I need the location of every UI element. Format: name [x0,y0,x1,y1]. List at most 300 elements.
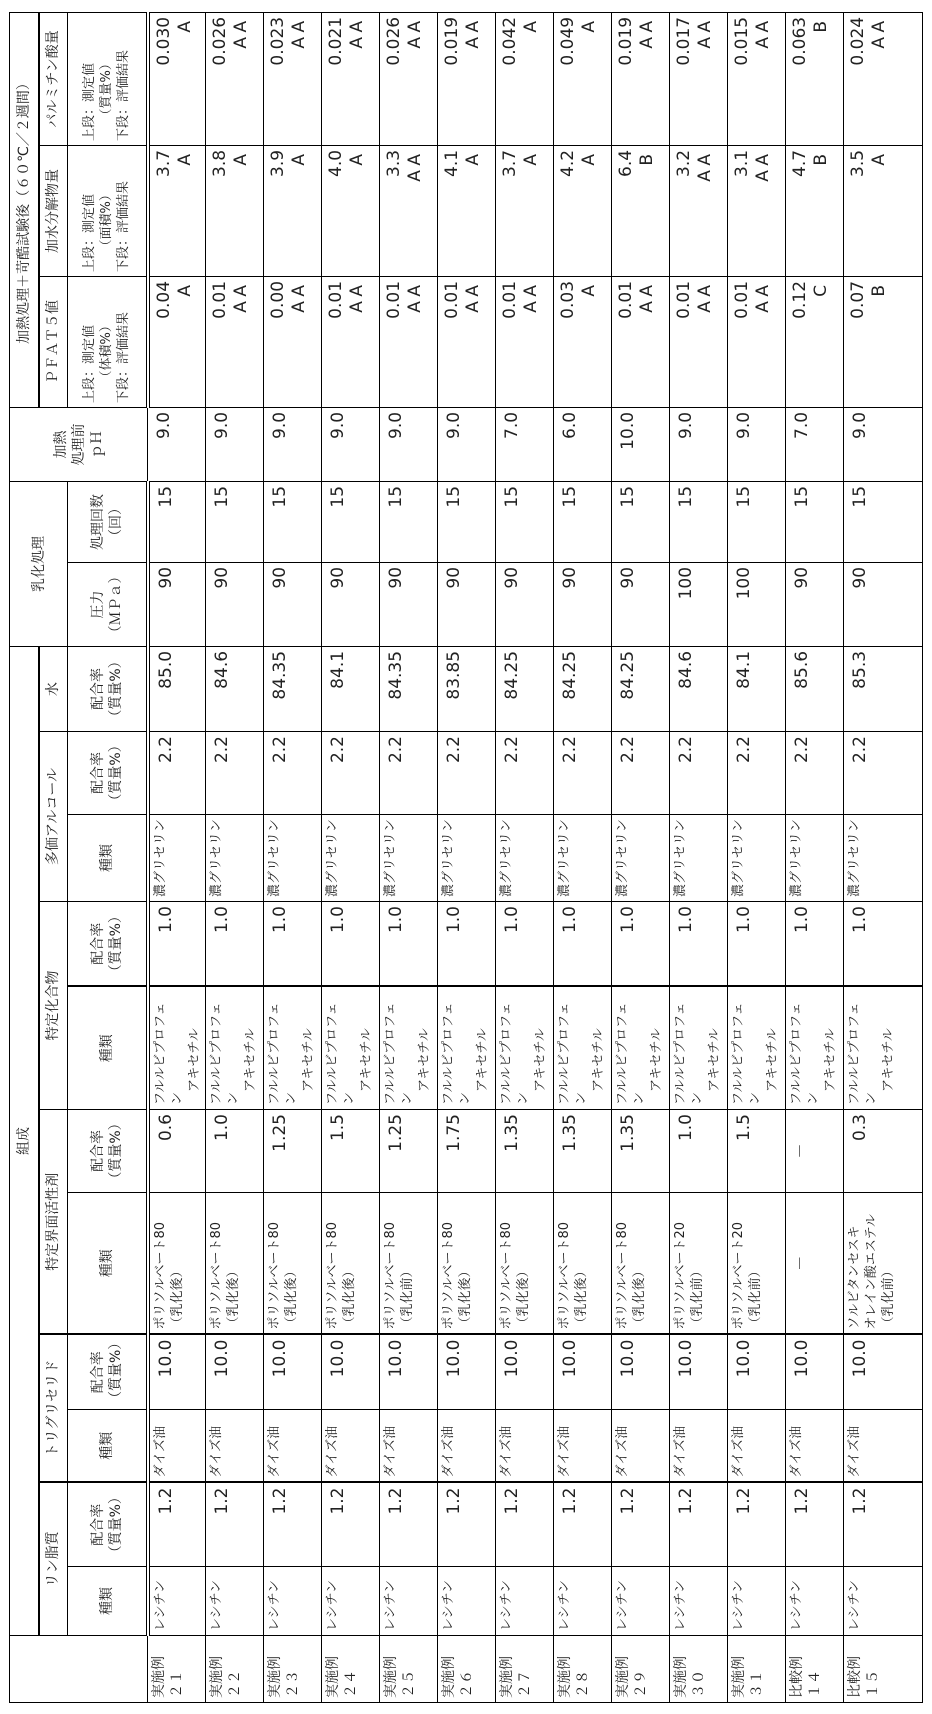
cell-pfat5 [844,276,923,407]
pfat5-header: ＰＦＡＴ５値 [39,276,68,407]
compound-rate-header: 配合率 （質量%） [68,902,148,987]
cell-passes: 15 [844,481,923,562]
hydrolysis-value: 3.2 [674,150,695,272]
table-row [380,12,438,1702]
cell-tg-rate: 10.0 [554,1335,612,1410]
cell-sf-rate: 1.25 [380,1110,438,1193]
cell-pfat5 [670,276,728,407]
palmitic-value: 0.024 [848,17,869,141]
table-row [612,12,670,1702]
pfat5-grade: AA [347,281,368,403]
cell-sf-type: ポリソルベート20 （乳化前） [670,1193,728,1335]
cell-pa-rate: 2.2 [438,732,496,815]
pfat5-value: 0.01 [442,281,463,403]
cell-pa-rate: 2.2 [786,732,844,815]
hydrolysis-grade: A [289,150,310,272]
cell-pressure: 90 [496,562,554,646]
cell-water-rate: 84.35 [380,646,438,731]
cell-tg-type: ダイズ油 [554,1410,612,1483]
cell-palmitic [148,12,206,145]
cell-cp-rate: 1.0 [786,902,844,987]
pfat5-value: 0.01 [210,281,231,403]
cell-water-rate: 84.1 [728,646,786,731]
cell-cp-type: フルルビプロフェン アキセチル [380,987,438,1110]
palmitic-value: 0.017 [674,17,695,141]
palmitic-grade: AA [289,17,310,141]
cell-pl-type: レシチン [728,1567,786,1636]
cell-pl-rate: 1.2 [496,1483,554,1567]
palmitic-grade: AA [231,17,252,141]
pfat5-grade: C [811,281,832,403]
phospholipid-header: リン脂質 [39,1483,68,1636]
cell-pl-type: レシチン [380,1567,438,1636]
cell-pa-type: 濃グリセリン [496,815,554,902]
cell-sf-type: ポリソルベート80 （乳化後） [554,1193,612,1335]
cell-label: 実施例 ２５ [380,1636,438,1703]
cell-pfat5 [264,276,322,407]
cell-pa-type: 濃グリセリン [148,815,206,902]
hydrolysis-value: 4.2 [558,150,579,272]
composition-header: 組成 [10,646,39,1635]
compound-header: 特定化合物 [39,902,68,1110]
triglyceride-type-header: 種類 [68,1410,148,1483]
cell-ph: 9.0 [728,407,786,481]
cell-pl-type: レシチン [322,1567,380,1636]
pfat5-grade: AA [463,281,484,403]
cell-palmitic [496,12,554,145]
results-table [9,12,923,1703]
cell-tg-type: ダイズ油 [670,1410,728,1483]
cell-tg-type: ダイズ油 [844,1410,923,1483]
cell-sf-rate: 1.35 [554,1110,612,1193]
cell-ph: 9.0 [670,407,728,481]
cell-pfat5 [554,276,612,407]
palmitic-grade: A [579,17,600,141]
table-body [148,12,923,1702]
cell-passes: 15 [612,481,670,562]
hydrolysis-value: 3.5 [848,150,869,272]
cell-cp-rate: 1.0 [670,902,728,987]
cell-tg-type: ダイズ油 [496,1410,554,1483]
cell-sf-type: ポリソルベート80 （乳化前） [380,1193,438,1335]
cell-label: 比較例 １５ [844,1636,923,1703]
hydrolysis-grade: B [811,150,832,272]
cell-sf-rate: 1.5 [728,1110,786,1193]
table-row [206,12,264,1702]
cell-pl-rate: 1.2 [786,1483,844,1567]
cell-pl-rate: 1.2 [206,1483,264,1567]
cell-tg-rate: 10.0 [438,1335,496,1410]
cell-ph: 9.0 [206,407,264,481]
cell-pl-rate: 1.2 [148,1483,206,1567]
cell-ph: 7.0 [786,407,844,481]
cell-sf-type: ポリソルベート80 （乳化後） [148,1193,206,1335]
surfactant-header: 特定界面活性剤 [39,1110,68,1335]
cell-tg-type: ダイズ油 [438,1410,496,1483]
cell-pa-type: 濃グリセリン [786,815,844,902]
pfat5-grade: A [175,281,196,403]
cell-hydrolysis [438,145,496,276]
cell-pa-rate: 2.2 [380,732,438,815]
cell-label: 実施例 ３１ [728,1636,786,1703]
cell-tg-type: ダイズ油 [264,1410,322,1483]
pfat5-value: 0.07 [848,281,869,403]
row-label-header [10,1636,148,1703]
cell-water-rate: 84.25 [496,646,554,731]
cell-passes: 15 [380,481,438,562]
cell-pa-type: 濃グリセリン [728,815,786,902]
palmitic-value: 0.023 [268,17,289,141]
cell-palmitic [380,12,438,145]
cell-cp-type: フルルビプロフェン アキセチル [670,987,728,1110]
cell-water-rate: 84.1 [322,646,380,731]
cell-water-rate: 84.25 [612,646,670,731]
cell-sf-type: ポリソルベート80 （乳化後） [322,1193,380,1335]
hydrolysis-grade: AA [695,150,716,272]
table-row [554,12,612,1702]
cell-pressure: 100 [670,562,728,646]
cell-pressure: 90 [554,562,612,646]
cell-label: 実施例 ２１ [148,1636,206,1703]
cell-tg-type: ダイズ油 [786,1410,844,1483]
cell-tg-type: ダイズ油 [322,1410,380,1483]
palmitic-value: 0.019 [442,17,463,141]
cell-cp-type: フルルビプロフェン アキセチル [786,987,844,1110]
cell-pressure: 90 [264,562,322,646]
hydrolysis-grade: A [175,150,196,272]
pfat5-grade: AA [637,281,658,403]
cell-ph: 9.0 [438,407,496,481]
cell-pl-rate: 1.2 [380,1483,438,1567]
palmitic-grade: AA [695,17,716,141]
cell-pa-type: 濃グリセリン [844,815,923,902]
cell-pl-type: レシチン [554,1567,612,1636]
cell-sf-rate: － [786,1110,844,1193]
palmitic-grade: A [521,17,542,141]
pfat5-value: 0.01 [616,281,637,403]
hydrolysis-value: 4.1 [442,150,463,272]
phospholipid-rate-header: 配合率 （質量%） [68,1483,148,1567]
cell-pa-type: 濃グリセリン [438,815,496,902]
cell-tg-rate: 10.0 [496,1335,554,1410]
cell-pressure: 90 [612,562,670,646]
cell-cp-rate: 1.0 [554,902,612,987]
cell-pa-type: 濃グリセリン [322,815,380,902]
cell-sf-rate: 1.25 [264,1110,322,1193]
triglyceride-rate-header: 配合率 （質量%） [68,1335,148,1410]
cell-passes: 15 [206,481,264,562]
cell-passes: 15 [786,481,844,562]
cell-sf-rate: 0.3 [844,1110,923,1193]
pfat5-value: 0.12 [790,281,811,403]
palmitic-value: 0.042 [500,17,521,141]
polyol-header: 多価アルコール [39,732,68,902]
palmitic-value: 0.026 [210,17,231,141]
cell-label: 実施例 ２９ [612,1636,670,1703]
table-row [322,12,380,1702]
hydrolysis-value: 3.7 [154,150,175,272]
polyol-type-header: 種類 [68,815,148,902]
pfat5-value: 0.01 [674,281,695,403]
cell-pa-rate: 2.2 [206,732,264,815]
pfat5-grade: AA [289,281,310,403]
cell-cp-rate: 1.0 [264,902,322,987]
hydrolysis-grade: A [231,150,252,272]
cell-tg-rate: 10.0 [264,1335,322,1410]
cell-pa-type: 濃グリセリン [380,815,438,902]
cell-pa-rate: 2.2 [148,732,206,815]
after-test-header: 加熱処理＋苛酷試験後（６０℃／２週間） [10,12,39,407]
pfat5-value: 0.04 [154,281,175,403]
cell-pl-rate: 1.2 [844,1483,923,1567]
cell-tg-rate: 10.0 [786,1335,844,1410]
pfat5-grade: AA [521,281,542,403]
hydrolysis-grade: A [579,150,600,272]
pfat5-grade: AA [405,281,426,403]
cell-palmitic [670,12,728,145]
palmitic-value: 0.015 [732,17,753,141]
cell-passes: 15 [554,481,612,562]
cell-passes: 15 [728,481,786,562]
cell-pl-type: レシチン [844,1567,923,1636]
cell-palmitic [786,12,844,145]
pfat5-value: 0.00 [268,281,289,403]
hydrolysis-grade: AA [405,150,426,272]
palmitic-grade: B [811,17,832,141]
cell-pfat5 [496,276,554,407]
hydrolysis-value: 3.9 [268,150,289,272]
emulsification-header: 乳化処理 [10,481,68,646]
cell-cp-rate: 1.0 [728,902,786,987]
cell-sf-type: ポリソルベート80 （乳化後） [612,1193,670,1335]
hydrolysis-value: 3.1 [732,150,753,272]
cell-water-rate: 84.6 [670,646,728,731]
cell-tg-rate: 10.0 [612,1335,670,1410]
surfactant-rate-header: 配合率 （質量%） [68,1110,148,1193]
cell-palmitic [844,12,923,145]
polyol-rate-header: 配合率 （質量%） [68,732,148,815]
cell-tg-rate: 10.0 [148,1335,206,1410]
cell-pressure: 90 [380,562,438,646]
cell-water-rate: 84.6 [206,646,264,731]
pfat5-value: 0.03 [558,281,579,403]
cell-cp-type: フルルビプロフェン アキセチル [148,987,206,1110]
palmitic-value: 0.049 [558,17,579,141]
cell-pl-rate: 1.2 [264,1483,322,1567]
cell-hydrolysis [728,145,786,276]
table-row [786,12,844,1702]
cell-water-rate: 85.6 [786,646,844,731]
cell-label: 実施例 ２６ [438,1636,496,1703]
hydrolysis-grade: A [463,150,484,272]
hydrolysis-grade: A [521,150,542,272]
cell-pl-type: レシチン [148,1567,206,1636]
cell-hydrolysis [322,145,380,276]
palmitic-grade: AA [405,17,426,141]
cell-palmitic [612,12,670,145]
cell-cp-type: フルルビプロフェン アキセチル [264,987,322,1110]
cell-passes: 15 [148,481,206,562]
hydrolysis-grade: AA [753,150,774,272]
cell-pl-type: レシチン [264,1567,322,1636]
cell-hydrolysis [554,145,612,276]
pfat5-value: 0.01 [500,281,521,403]
cell-passes: 15 [264,481,322,562]
cell-pfat5 [786,276,844,407]
cell-palmitic [322,12,380,145]
cell-sf-type: ポリソルベート20 （乳化前） [728,1193,786,1335]
cell-pressure: 100 [728,562,786,646]
hydrolysis-value: 4.7 [790,150,811,272]
cell-pfat5 [612,276,670,407]
cell-sf-type: ポリソルベート80 （乳化後） [264,1193,322,1335]
cell-cp-type: フルルビプロフェン アキセチル [438,987,496,1110]
water-rate-header: 配合率 （質量%） [68,646,148,731]
cell-pl-type: レシチン [206,1567,264,1636]
palmitic-value: 0.019 [616,17,637,141]
passes-header: 処理回数 （回） [68,481,148,562]
cell-pa-rate: 2.2 [728,732,786,815]
cell-ph: 9.0 [322,407,380,481]
cell-sf-rate: 1.5 [322,1110,380,1193]
cell-hydrolysis [670,145,728,276]
cell-pl-type: レシチン [786,1567,844,1636]
cell-pa-rate: 2.2 [612,732,670,815]
cell-pa-rate: 2.2 [670,732,728,815]
cell-palmitic [206,12,264,145]
hydrolysis-sub-header: 上段：測定値 （面積%） 下段：評価結果 [68,145,148,276]
cell-pl-rate: 1.2 [670,1483,728,1567]
cell-water-rate: 84.25 [554,646,612,731]
cell-palmitic [554,12,612,145]
cell-hydrolysis [844,145,923,276]
cell-cp-rate: 1.0 [438,902,496,987]
cell-tg-type: ダイズ油 [206,1410,264,1483]
palmitic-value: 0.021 [326,17,347,141]
cell-pressure: 90 [438,562,496,646]
cell-label: 比較例 １４ [786,1636,844,1703]
cell-pressure: 90 [786,562,844,646]
pfat5-value: 0.01 [384,281,405,403]
cell-hydrolysis [206,145,264,276]
ph-header: 加熱 処理前 ｐＨ [10,407,148,481]
cell-pl-rate: 1.2 [438,1483,496,1567]
palmitic-value: 0.026 [384,17,405,141]
cell-tg-type: ダイズ油 [728,1410,786,1483]
hydrolysis-grade: B [637,150,658,272]
cell-hydrolysis [148,145,206,276]
palmitic-sub-header: 上段：測定値 （質量%） 下段：評価結果 [68,12,148,145]
cell-pressure: 90 [206,562,264,646]
pfat5-value: 0.01 [326,281,347,403]
triglyceride-header: トリグリセリド [39,1335,68,1483]
cell-sf-rate: 0.6 [148,1110,206,1193]
palmitic-grade: AA [463,17,484,141]
cell-pa-rate: 2.2 [322,732,380,815]
cell-pressure: 90 [322,562,380,646]
cell-tg-rate: 10.0 [322,1335,380,1410]
cell-sf-type: ポリソルベート80 （乳化後） [206,1193,264,1335]
table-row [264,12,322,1702]
cell-label: 実施例 ２４ [322,1636,380,1703]
cell-pa-rate: 2.2 [496,732,554,815]
pfat5-grade: AA [695,281,716,403]
palmitic-grade: A [175,17,196,141]
hydrolysis-value: 3.7 [500,150,521,272]
cell-cp-rate: 1.0 [148,902,206,987]
compound-type-header: 種類 [68,987,148,1110]
cell-pl-rate: 1.2 [612,1483,670,1567]
hydrolysis-value: 3.3 [384,150,405,272]
palmitic-grade: AA [637,17,658,141]
surfactant-type-header: 種類 [68,1193,148,1335]
cell-sf-rate: 1.0 [670,1110,728,1193]
cell-pl-type: レシチン [438,1567,496,1636]
cell-pfat5 [438,276,496,407]
cell-tg-rate: 10.0 [728,1335,786,1410]
cell-sf-rate: 1.75 [438,1110,496,1193]
cell-tg-type: ダイズ油 [612,1410,670,1483]
cell-hydrolysis [264,145,322,276]
cell-pa-type: 濃グリセリン [554,815,612,902]
cell-pa-rate: 2.2 [554,732,612,815]
cell-cp-rate: 1.0 [322,902,380,987]
rotated-table-container [0,0,932,1714]
cell-pa-type: 濃グリセリン [670,815,728,902]
cell-pfat5 [148,276,206,407]
palmitic-value: 0.063 [790,17,811,141]
cell-cp-type: フルルビプロフェン アキセチル [844,987,923,1110]
cell-pfat5 [322,276,380,407]
cell-cp-type: フルルビプロフェン アキセチル [496,987,554,1110]
table-row [438,12,496,1702]
cell-tg-rate: 10.0 [206,1335,264,1410]
palmitic-grade: AA [753,17,774,141]
cell-sf-rate: 1.35 [496,1110,554,1193]
cell-pa-rate: 2.2 [264,732,322,815]
cell-pa-type: 濃グリセリン [264,815,322,902]
cell-ph: 7.0 [496,407,554,481]
cell-tg-rate: 10.0 [380,1335,438,1410]
cell-cp-rate: 1.0 [496,902,554,987]
cell-pressure: 90 [148,562,206,646]
cell-water-rate: 84.35 [264,646,322,731]
cell-hydrolysis [612,145,670,276]
hydrolysis-value: 4.0 [326,150,347,272]
hydrolysis-grade: A [869,150,890,272]
cell-hydrolysis [786,145,844,276]
cell-pfat5 [380,276,438,407]
cell-passes: 15 [438,481,496,562]
cell-pressure: 90 [844,562,923,646]
cell-ph: 9.0 [264,407,322,481]
cell-pa-rate: 2.2 [844,732,923,815]
hydrolysis-header: 加水分解物量 [39,145,68,276]
hydrolysis-value: 6.4 [616,150,637,272]
pfat5-grade: AA [231,281,252,403]
cell-tg-rate: 10.0 [670,1335,728,1410]
cell-pa-type: 濃グリセリン [612,815,670,902]
cell-passes: 15 [670,481,728,562]
pfat5-grade: A [579,281,600,403]
cell-hydrolysis [496,145,554,276]
cell-sf-type: ポリソルベート80 （乳化後） [496,1193,554,1335]
water-header: 水 [39,646,68,731]
cell-cp-rate: 1.0 [206,902,264,987]
cell-pa-type: 濃グリセリン [206,815,264,902]
table-row [728,12,786,1702]
cell-ph: 10.0 [612,407,670,481]
